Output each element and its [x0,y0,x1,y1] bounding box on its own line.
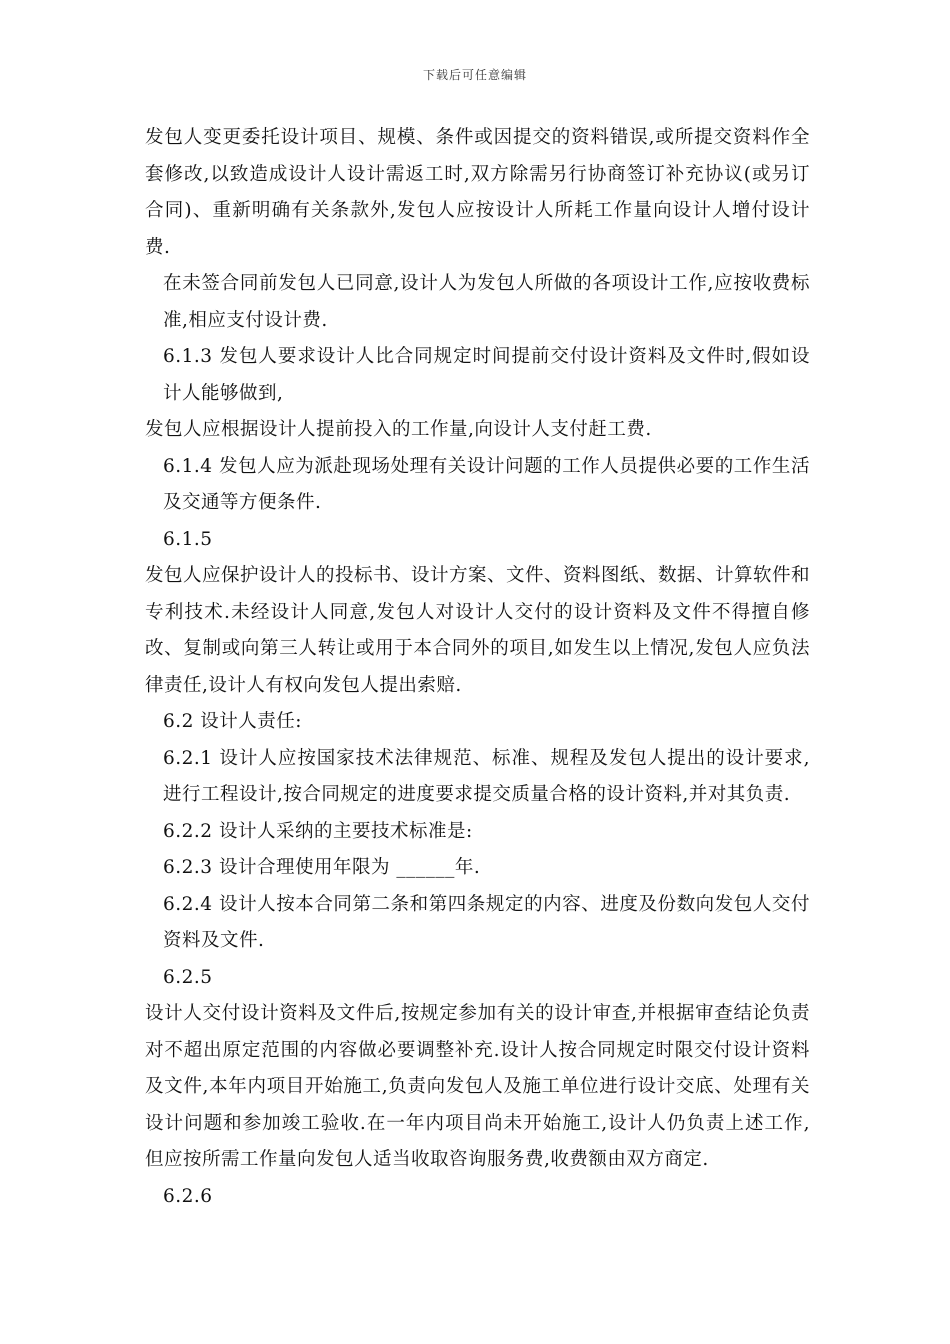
clause-6-2-6-number: 6.2.6 [163,1185,213,1207]
clause-6-1-4: 6.1.4 发包人应为派赴现场处理有关设计问题的工作人员提供必要的工作生活及交通等方便条件. [163,455,810,513]
clause-6-2-5-text: 设计人交付设计资料及文件后,按规定参加有关的设计审查,并根据审查结论负责对不超出原定范围的内容做必要调整补充.设计人按合同规定时限交付设计资料及文件,本年内项目开始施工,负责向发包人及施工单位进行设计交底、处理有关设计问题和参加竣工验收.在一年内项目尚未开始施工,设计人仍负责上述工作,但应按所需工作量向发包人适当收取咨询服务费,收费额由双方商定. [145,1003,810,1170]
clause-6-2-2: 6.2.2 设计人采纳的主要技术标准是: [163,820,473,842]
clause-6-2-1: 6.2.1 设计人应按国家技术法律规范、标准、规程及发包人提出的设计要求,进行工程设计,按合同规定的进度要求提交质量合格的设计资料,并对其负责. [163,747,810,805]
clause-6-1-5-text: 发包人应保护设计人的投标书、设计方案、文件、资料图纸、数据、计算软件和专利技术.未经设计人同意,发包人对设计人交付的设计资料及文件不得擅自修改、复制或向第三人转让或用于本合同外的项目,如发生以上情况,发包人应负法律责任,设计人有权向发包人提出索赔. [145,565,811,696]
section-6-2-heading: 6.2 设计人责任: [163,711,303,732]
paragraph-redesign-fee: 发包人变更委托设计项目、规模、条件或因提交的资料错误,或所提交资料作全套修改,以致造成设计人设计需返工时,双方除需另行协商签订补充协议(或另订合同)、重新明确有关条款外,发包人应按设计人所耗工作量向设计人增付设计费. [145,127,810,258]
clause-6-2-3: 6.2.3 设计合理使用年限为 ______年. [163,857,481,878]
clause-6-2-4: 6.2.4 设计人按本合同第二条和第四条规定的内容、进度及份数向发包人交付资料及文件. [163,893,810,951]
clause-6-1-3: 6.1.3 发包人要求设计人比合同规定时间提前交付设计资料及文件时,假如设计人能够做到, [163,346,810,404]
paragraph-rush-fee: 发包人应根据设计人提前投入的工作量,向设计人支付赶工费. [145,419,652,440]
clause-6-2-5-number: 6.2.5 [163,966,213,988]
clause-6-1-5-number: 6.1.5 [163,528,213,550]
page-header: 下载后可任意编辑 [422,68,527,82]
paragraph-precontract-work: 在未签合同前发包人已同意,设计人为发包人所做的各项设计工作,应按收费标准,相应支付设计费. [163,273,810,331]
document-body [145,120,810,1215]
